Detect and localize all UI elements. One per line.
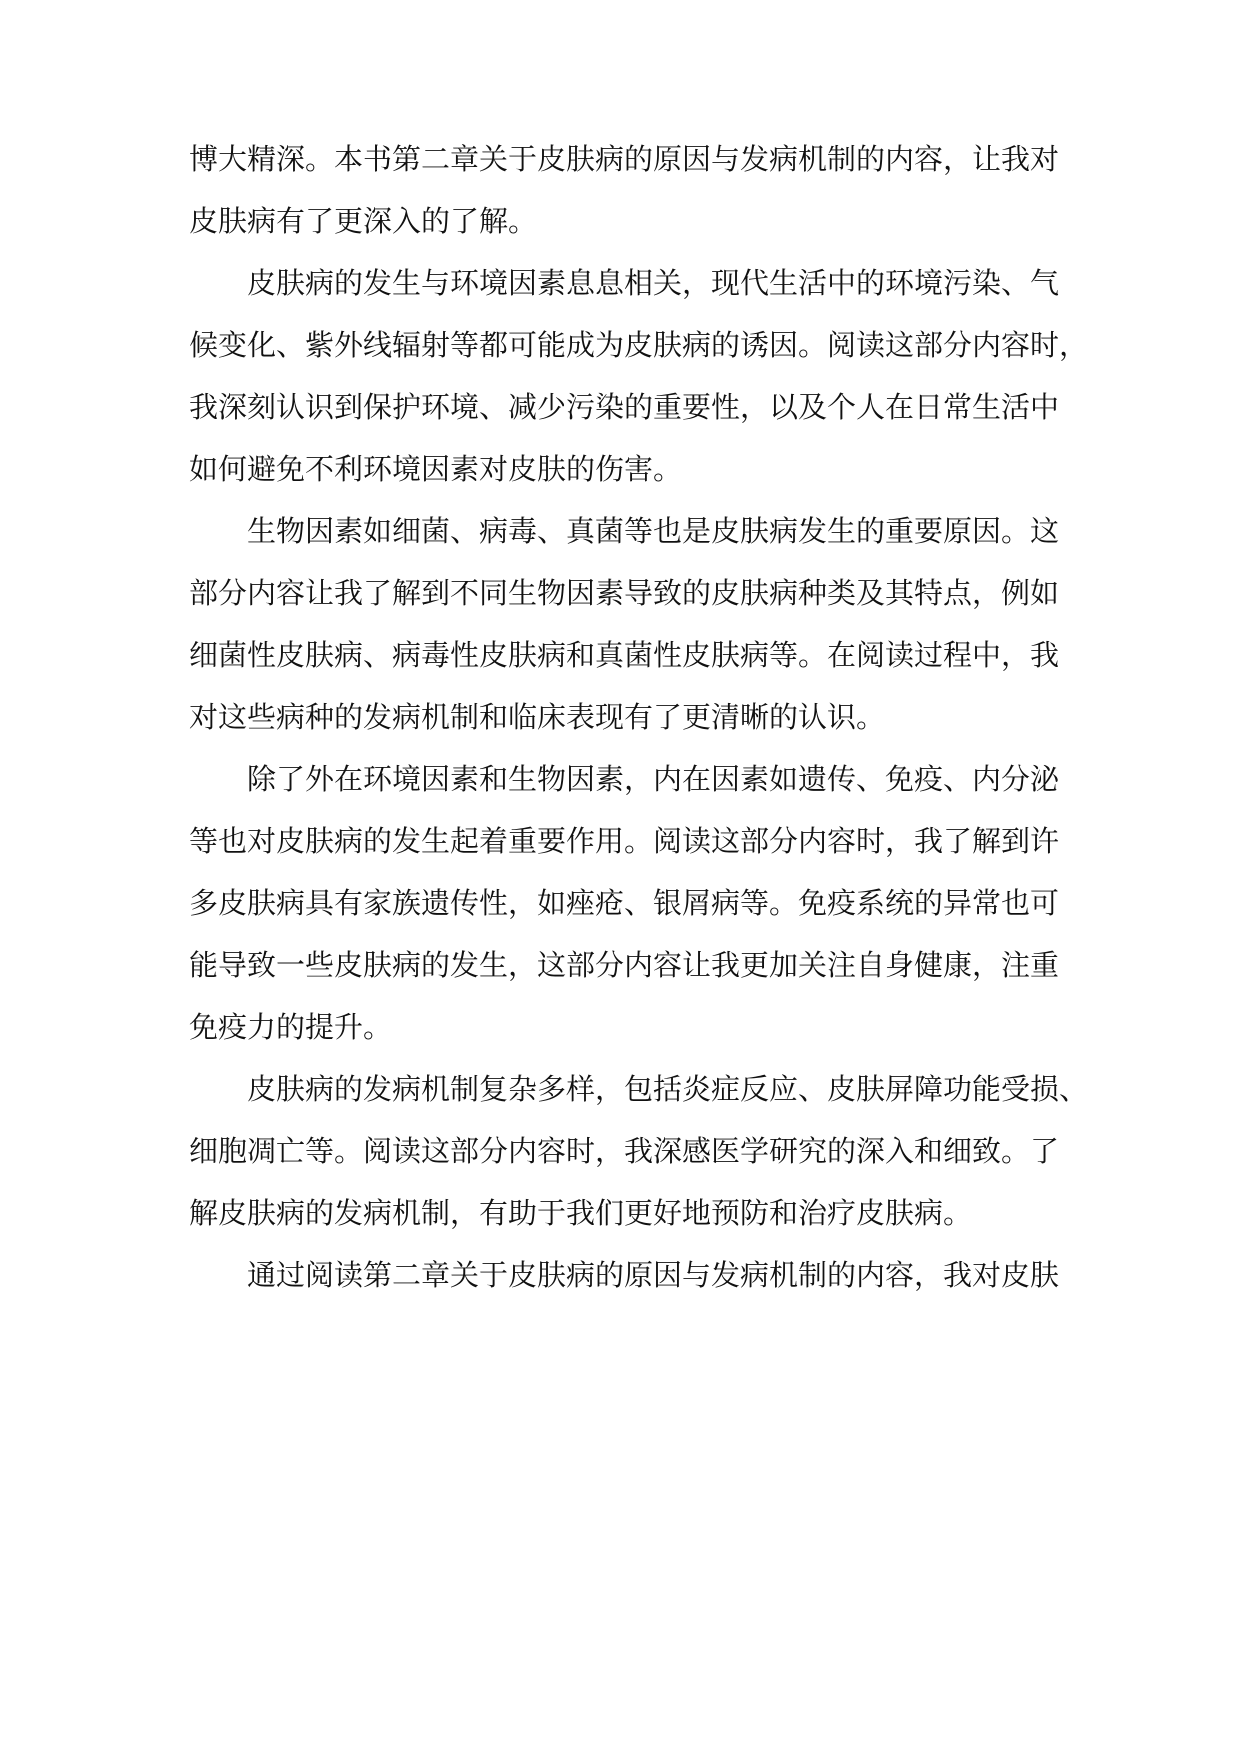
line-text: 对这些病种的发病机制和临床表现有了更清晰的认识。 [189, 700, 886, 734]
text-line [189, 128, 1060, 190]
text-line [189, 934, 1060, 996]
line-text: 博大精深。本书第二章关于皮肤病的原因与发病机制的内容，让我对 [189, 142, 1060, 176]
text-line [189, 1120, 1060, 1182]
text-line [189, 1244, 1060, 1306]
text-line [189, 438, 1052, 500]
line-text: 多皮肤病具有家族遗传性，如痤疮、银屑病等。免疫系统的异常也可 [189, 886, 1060, 920]
line-text: 通过阅读第二章关于皮肤病的原因与发病机制的内容，我对皮肤 [247, 1258, 1060, 1292]
line-text: 细菌性皮肤病、病毒性皮肤病和真菌性皮肤病等。在阅读过程中，我 [189, 638, 1060, 672]
line-text: 皮肤病有了更深入的了解。 [189, 204, 538, 238]
line-text: 等也对皮肤病的发生起着重要作用。阅读这部分内容时，我了解到许 [189, 824, 1060, 858]
document-body [189, 128, 1089, 1306]
line-text: 细胞凋亡等。阅读这部分内容时，我深感医学研究的深入和细致。了 [189, 1134, 1060, 1168]
text-line [189, 1182, 1052, 1244]
text-line [189, 748, 1060, 810]
line-text: 部分内容让我了解到不同生物因素导致的皮肤病种类及其特点，例如 [189, 576, 1060, 610]
text-line [189, 810, 1060, 872]
line-text: 候变化、紫外线辐射等都可能成为皮肤病的诱因。阅读这部分内容时， [189, 328, 1089, 362]
text-line [189, 996, 1052, 1058]
line-text: 我深刻认识到保护环境、减少污染的重要性，以及个人在日常生活中 [189, 390, 1060, 424]
line-text: 皮肤病的发病机制复杂多样，包括炎症反应、皮肤屏障功能受损、 [247, 1072, 1089, 1106]
text-line [189, 376, 1060, 438]
line-text: 如何避免不利环境因素对皮肤的伤害。 [189, 452, 683, 486]
text-line [189, 1058, 1089, 1120]
line-text: 能导致一些皮肤病的发生，这部分内容让我更加关注自身健康，注重 [189, 948, 1060, 982]
text-line [189, 686, 1052, 748]
text-line [189, 190, 1052, 252]
text-line [189, 500, 1060, 562]
text-line [189, 562, 1060, 624]
text-line [189, 314, 1089, 376]
line-text: 生物因素如细菌、病毒、真菌等也是皮肤病发生的重要原因。这 [247, 514, 1060, 548]
text-line [189, 624, 1060, 686]
line-text: 解皮肤病的发病机制，有助于我们更好地预防和治疗皮肤病。 [189, 1196, 973, 1230]
text-line [189, 872, 1060, 934]
line-text: 皮肤病的发生与环境因素息息相关，现代生活中的环境污染、气 [247, 266, 1060, 300]
text-line [189, 252, 1060, 314]
line-text: 免疫力的提升。 [189, 1010, 393, 1044]
line-text: 除了外在环境因素和生物因素，内在因素如遗传、免疫、内分泌 [247, 762, 1060, 796]
